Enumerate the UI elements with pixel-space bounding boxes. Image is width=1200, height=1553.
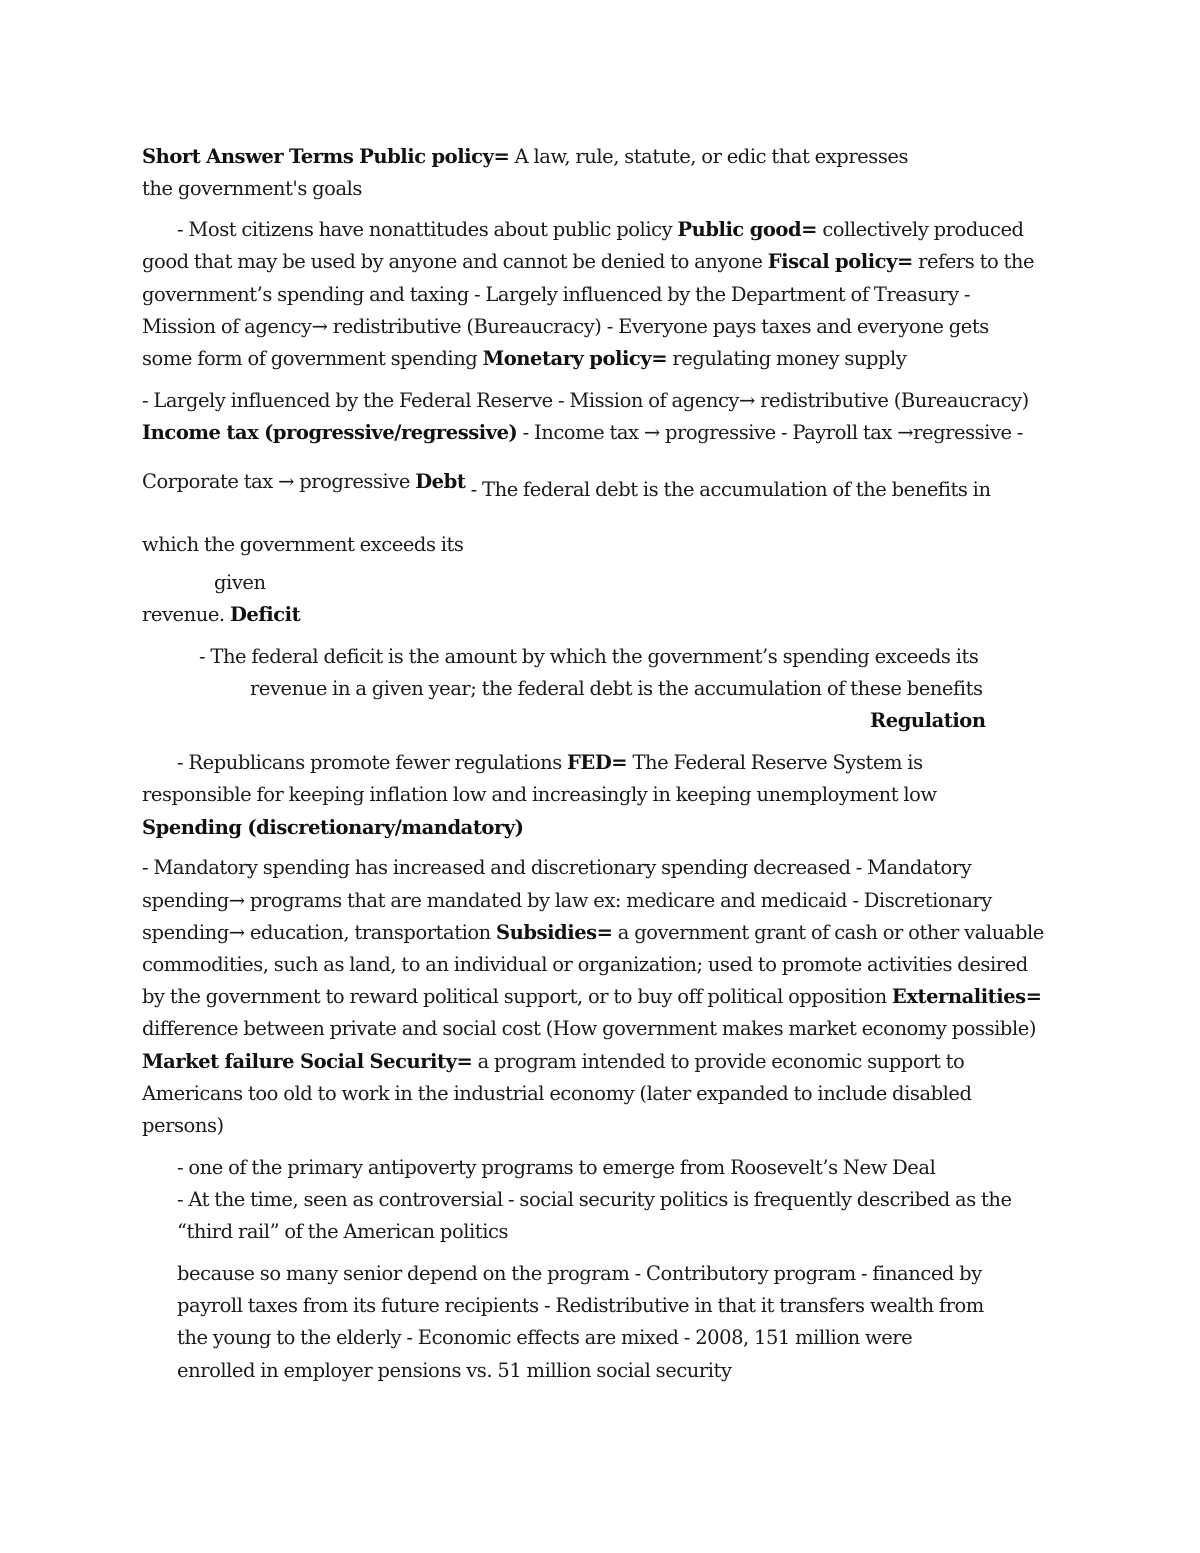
body-text: - Republicans promote fewer regulations (177, 751, 568, 774)
body-text: by the government to reward political support, or to buy off political opposition (142, 985, 892, 1008)
text-line (177, 1326, 912, 1350)
text-line (142, 1082, 972, 1106)
text-line (142, 145, 908, 169)
body-text: commodities, such as land, to an individual or organization; used to promote activities desired (142, 953, 1028, 976)
body-text: revenue in a given year; the federal debt is the accumulation of these benefits (250, 677, 983, 700)
term-heading: FED= (567, 751, 628, 774)
term-heading: Externalities= (891, 985, 1042, 1008)
text-line (250, 677, 983, 701)
definition-text: - The federal debt is the accumulation of the benefits in (465, 478, 991, 501)
term-heading: Deficit (229, 603, 301, 626)
definition-text: a program intended to provide economic support to (472, 1050, 965, 1073)
term-heading: Short Answer Terms Public policy= (142, 145, 510, 168)
body-text: the government's goals (142, 177, 362, 200)
text-line (142, 533, 464, 557)
body-text: - one of the primary antipoverty programs to emerge from Roosevelt’s New Deal (177, 1156, 936, 1179)
text-line (142, 953, 1028, 977)
body-text: - At the time, seen as controversial - social security politics is frequently described as the (177, 1188, 1012, 1211)
body-text: spending→ programs that are mandated by law ex: medicare and medicaid - Discretionary (142, 889, 992, 912)
body-text: - Mandatory spending has increased and discretionary spending decreased - Mandatory (142, 856, 972, 879)
term-heading: Public good= (677, 218, 818, 241)
body-text: Corporate tax → progressive (142, 470, 416, 493)
text-line (199, 645, 978, 669)
text-line (177, 1262, 982, 1286)
body-text: - Largely influenced by the Federal Reserve - Mission of agency→ redistributive (Bureaucracy) (142, 389, 1029, 412)
definition-text: collectively produced (817, 218, 1024, 241)
text-line (142, 283, 970, 307)
body-text: revenue. (142, 603, 230, 626)
body-text: spending→ education, transportation (142, 921, 497, 944)
body-text: “third rail” of the American politics (177, 1220, 509, 1243)
text-line (142, 921, 1044, 945)
body-text: because so many senior depend on the program - Contributory program - financed by (177, 1262, 982, 1285)
body-text: persons) (142, 1114, 224, 1137)
text-line (142, 1114, 224, 1138)
text-line (142, 783, 937, 807)
definition-text: - Income tax → progressive - Payroll tax →regressive - (517, 421, 1024, 444)
definition-text: The Federal Reserve System is (627, 751, 923, 774)
term-heading: Subsidies= (496, 921, 613, 944)
term-heading: Market failure Social Security= (142, 1050, 473, 1073)
body-text: some form of government spending (142, 347, 483, 370)
body-text: Americans too old to work in the industrial economy (later expanded to include disabled (142, 1082, 972, 1105)
text-line (142, 250, 1034, 274)
term-heading: Income tax (progressive/regressive) (142, 421, 518, 444)
text-line (142, 421, 1023, 445)
body-text: given (214, 571, 266, 594)
text-line (142, 889, 992, 913)
text-line (177, 1156, 935, 1180)
term-heading: Fiscal policy= (767, 250, 913, 273)
body-text: government’s spending and taxing - Largely influenced by the Department of Treasury - (142, 283, 971, 306)
text-line (142, 816, 523, 840)
body-text: enrolled in employer pensions vs. 51 million social security (177, 1359, 732, 1382)
term-heading: Monetary policy= (482, 347, 668, 370)
text-line (177, 218, 1024, 242)
term-heading: Spending (discretionary/mandatory) (142, 816, 524, 839)
body-text: good that may be used by anyone and cannot be denied to anyone (142, 250, 768, 273)
body-text: Mission of agency→ redistributive (Bureaucracy) - Everyone pays taxes and everyone gets (142, 315, 989, 338)
text-line (214, 571, 266, 595)
body-text: payroll taxes from its future recipients - Redistributive in that it transfers wealth from (177, 1294, 984, 1317)
text-line (177, 1359, 732, 1383)
term-heading: Debt (415, 470, 466, 493)
definition-text: A law, rule, statute, or edic that expresses (509, 145, 909, 168)
text-line (142, 315, 989, 339)
text-line (870, 709, 986, 733)
text-line (177, 1220, 508, 1244)
text-line (142, 1050, 964, 1074)
body-text: - Most citizens have nonattitudes about public policy (177, 218, 678, 241)
text-line (142, 603, 300, 627)
text-line (142, 985, 1042, 1009)
definition-text: regulating money supply (667, 347, 907, 370)
text-line (177, 751, 923, 775)
text-line (177, 1188, 1012, 1212)
text-line (177, 1294, 984, 1318)
text-line (142, 389, 1029, 413)
body-text: difference between private and social cost (How government makes market economy possible) (142, 1017, 1036, 1040)
body-text: - The federal deficit is the amount by which the government’s spending exceeds its (199, 645, 979, 668)
text-line (142, 1017, 1036, 1041)
body-text: the young to the elderly - Economic effects are mixed - 2008, 151 million were (177, 1326, 913, 1349)
text-line (142, 470, 991, 501)
term-heading: Regulation (870, 709, 986, 732)
body-text: which the government exceeds its (142, 533, 464, 556)
definition-text: refers to the (912, 250, 1035, 273)
text-line (142, 856, 971, 880)
text-line (142, 347, 906, 371)
body-text: responsible for keeping inflation low and increasingly in keeping unemployment low (142, 783, 937, 806)
definition-text: a government grant of cash or other valuable (612, 921, 1044, 944)
text-line (142, 177, 362, 201)
